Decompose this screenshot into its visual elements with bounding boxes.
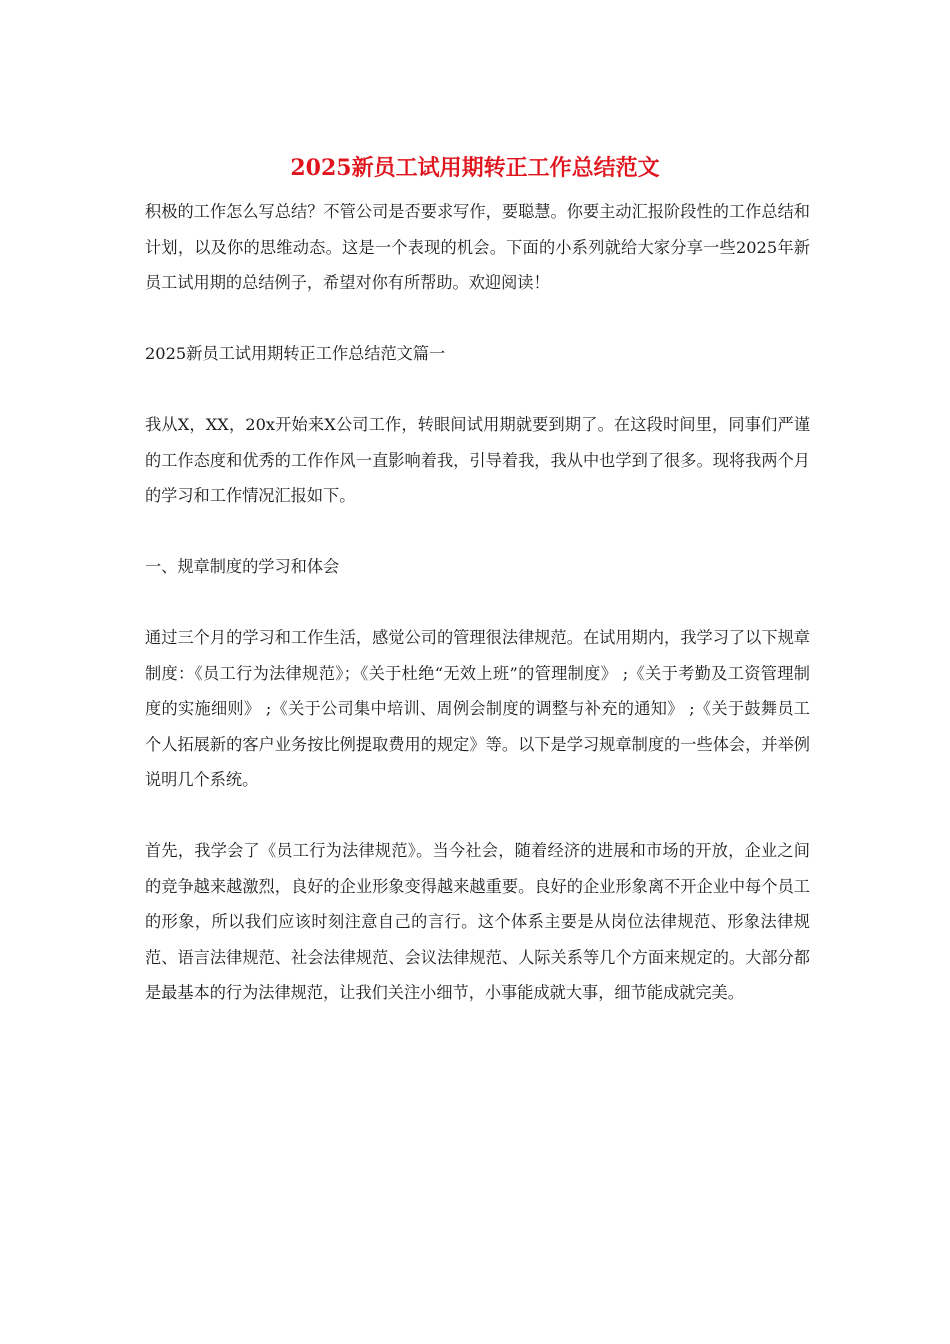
body-paragraph: 通过三个月的学习和工作生活，感觉公司的管理很法律规范。在试用期内，我学习了以下规章制度：《员工行为法律规范》；《关于杜绝“无效上班”的管理制度》 ;《关于考勤及工资管理制度的实施细则》 ;《关于公司集中培训、周例会制度的调整与补充的通知》 ;《关于鼓舞员工个人拓展新的客户业务按比例提取费用的规定》等。以下是学习规章制度的一些体会，并举例说明几个系统。 bbox=[145, 628, 810, 789]
document-title: 2025新员工试用期转正工作总结范文 bbox=[290, 155, 660, 181]
paragraph-gap bbox=[145, 798, 810, 834]
paragraph-gap bbox=[145, 372, 810, 408]
paragraph-gap bbox=[145, 301, 810, 337]
subsection-heading: 一、规章制度的学习和体会 bbox=[145, 557, 340, 576]
intro-paragraph: 积极的工作怎么写总结？不管公司是否要求写作，要聪慧。你要主动汇报阶段性的工作总结和计划，以及你的思维动态。这是一个表现的机会。下面的小系列就给大家分享一些2025年新员工试用期的总结例子，希望对你有所帮助。欢迎阅读！ bbox=[145, 202, 810, 292]
paragraph-gap bbox=[145, 514, 810, 550]
body-paragraph: 我从X，XX，20x开始来X公司工作，转眼间试用期就要到期了。在这段时间里，同事们严谨的工作态度和优秀的工作作风一直影响着我，引导着我，我从中也学到了很多。现将我两个月的学习和工作情况汇报如下。 bbox=[145, 415, 810, 505]
document-body bbox=[145, 194, 810, 1011]
section-heading: 2025新员工试用期转正工作总结范文篇一 bbox=[145, 344, 446, 363]
body-paragraph: 首先，我学会了《员工行为法律规范》。当今社会，随着经济的进展和市场的开放，企业之间的竞争越来越激烈，良好的企业形象变得越来越重要。良好的企业形象离不开企业中每个员工的形象，所以我们应该时刻注意自己的言行。这个体系主要是从岗位法律规范、形象法律规范、语言法律规范、社会法律规范、会议法律规范、人际关系等几个方面来规定的。大部分都是最基本的行为法律规范，让我们关注小细节，小事能成就大事，细节能成就完美。 bbox=[145, 841, 810, 1002]
paragraph-gap bbox=[145, 585, 810, 621]
